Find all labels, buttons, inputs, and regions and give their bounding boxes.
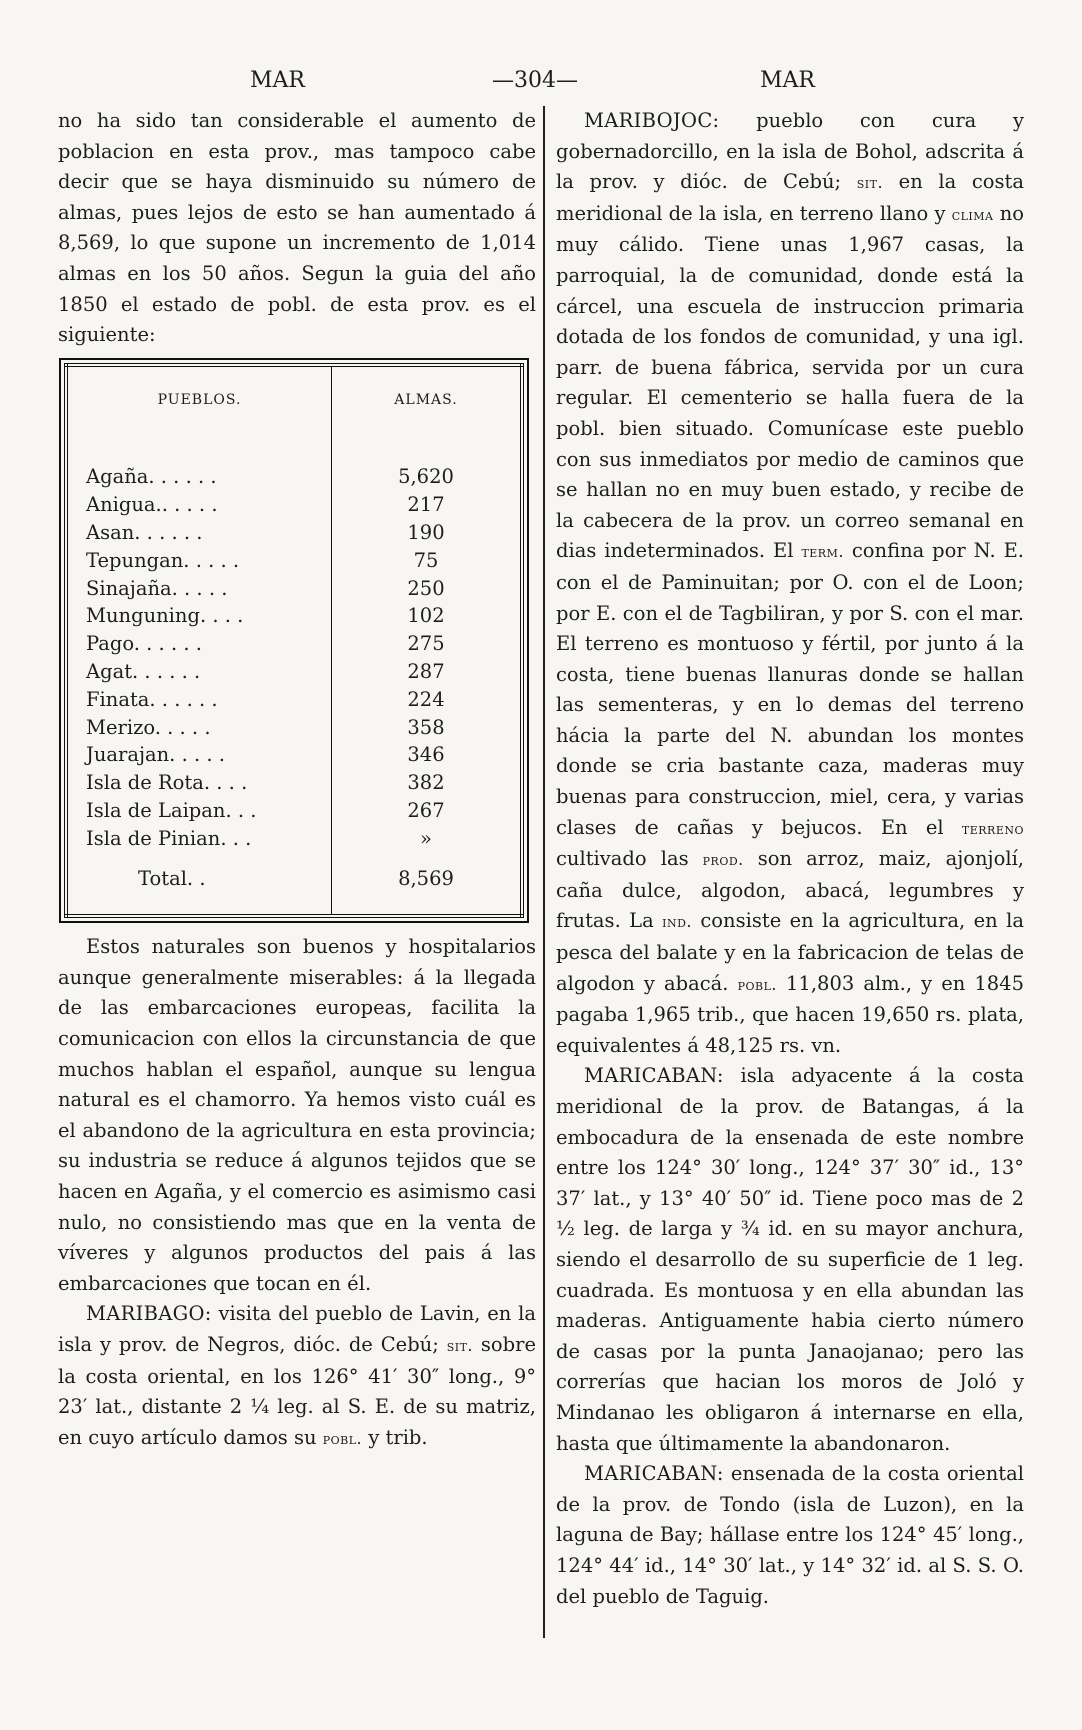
entry-text: no muy cálido. Tiene unas 1,967 casas, la parroquial, la de comunidad, donde está la cárcel, una escuela de instruccion primaria dotada de los fondos de comunidad, y una igl. parr. de buena fábrica, servida por un cura regular. El cementerio se halla fuera de la pobl. bien situado. Comunícase este pueblo con sus inmediatos por medio de caminos que se hallan no en muy buen estado, y recibe de la cabecera de la prov. un correo semanal en dias indeterminados. El [556, 201, 1024, 563]
pueblo-name: Anigua.. . . . . [66, 491, 332, 519]
entry-headword: MARICABAN: [584, 1064, 724, 1088]
almas-value: » [420, 826, 432, 850]
spacer-cell [66, 435, 332, 463]
col-header-pueblos: PUEBLOS. [66, 365, 332, 436]
almas-value: 275 [407, 632, 445, 656]
pueblo-name: Munguning. . . . [66, 602, 332, 630]
abbrev-pobl: pobl. [737, 974, 777, 994]
entry-text: pueblo con cura y gobernadorcillo, en la isla de Bohol, adscrita á la prov. y dióc. de Cebú; [556, 109, 1024, 194]
running-head-left: MAR [250, 68, 305, 93]
column-divider [543, 106, 545, 1638]
abbrev-pobl: pobl. [322, 1428, 363, 1448]
entry-text: confina por N. E. con el de Paminuitan; por O. con el de Loon; por E. con el de Tagbiliran, y por S. con el mar. El terreno es montuoso y fértil, por junto á la costa, tiene buenas llanuras donde se hallan las sementeras, y en lo demas del terreno hácia la parte del N. abundan los montes donde se cria bastante caza, maderas muy buenas para construccion, miel, cera, y varias clases de cañas y bejucos. En el [556, 539, 1024, 839]
table-row [66, 658, 522, 686]
table-row [66, 491, 522, 519]
col-header-almas: ALMAS. [394, 391, 458, 408]
table-row [66, 463, 522, 491]
pueblo-name: Isla de Pinian. . . [66, 825, 332, 853]
abbrev-term: term. [801, 542, 844, 562]
table-row [66, 630, 522, 658]
almas-value: 358 [407, 715, 445, 739]
table-row [66, 686, 522, 714]
abbrev-clima: clima [951, 204, 994, 224]
almas-value: 102 [407, 604, 445, 628]
right-column [556, 106, 1024, 1612]
almas-value: 75 [413, 548, 439, 572]
total-value: 8,569 [398, 866, 454, 890]
entry-headword: MARIBAGO: [86, 1302, 212, 1326]
table-row [66, 769, 522, 797]
almas-value: 217 [407, 493, 445, 517]
entry-maricaban-ensenada [556, 1459, 1024, 1612]
almas-value: 250 [407, 576, 445, 600]
entry-headword: MARICABAN: [584, 1462, 724, 1486]
paragraph-naturales: Estos naturales son buenos y hospitalarios aunque generalmente miserables: á la llegada de las embarcaciones europeas, facilita la comunicacion con ellos la circunstancia de que muchos hablan el español, aunque su lengua natural es el chamorro. Ya hemos visto cuál es el abandono de la agricultura en esta provincia; su industria se reduce á algunos tejidos que se hacen en Agaña, y el comercio es asimismo casi nulo, no consistiendo mas que en la venta de víveres y algunos productos del pais á las embarcaciones que tocan en él. [58, 935, 536, 1295]
pueblo-name: Juarajan. . . . . [66, 741, 332, 769]
entry-text: isla adyacente á la costa meridional de la prov. de Batangas, á la embocadura de la ensenada de este nombre entre los 124° 30′ long., 124° 37′ 30″ id., 13° 37′ lat., y 13° 40′ 50″ id. Tiene poco mas de 2 ½ leg. de larga y ¾ id. en su mayor anchura, siendo el desarrollo de su superficie de 1 leg. cuadrada. Es montuosa y en ella abundan las maderas. Antiguamente habia cierto número de casas por la punta Janaojanao; pero las correrías que hacian los moros de Joló y Mindanao les obligaron á internarse en ella, hasta que últimamente la abandonaron. [556, 1064, 1024, 1455]
entry-maribojoc [556, 106, 1024, 1061]
almas-value: 5,620 [398, 465, 454, 489]
entry-text: en la costa meridional de la isla, en terreno llano y [556, 170, 1024, 225]
pueblo-name: Merizo. . . . . [66, 714, 332, 742]
almas-value: 190 [407, 520, 445, 544]
pueblo-name: Finata. . . . . . [66, 686, 332, 714]
page-header [0, 68, 1082, 102]
table-row [66, 825, 522, 853]
population-table [64, 363, 524, 919]
entry-text: y trib. [362, 1425, 428, 1449]
entry-maricaban-isla [556, 1061, 1024, 1459]
total-label: Total. . [66, 853, 332, 917]
abbrev-sit: sit. [856, 173, 884, 193]
entry-text: son arroz, maiz, ajonjolí, caña dulce, algodon, abacá, legumbres y frutas. La [556, 847, 1025, 933]
abbrev-sit: sit. [446, 1336, 474, 1356]
entry-maribago [58, 1299, 536, 1454]
almas-value: 224 [407, 687, 445, 711]
abbrev-terreno: terreno [961, 818, 1024, 838]
pueblo-name: Isla de Laipan. . . [66, 797, 332, 825]
table-row [66, 741, 522, 769]
almas-value: 382 [407, 771, 445, 795]
table-spacer-row [66, 435, 522, 463]
spacer-cell [332, 435, 523, 463]
entry-text: consiste en la agricultura, en la pesca del balate y en la fabricacion de telas de algodon y abacá. [556, 909, 1024, 995]
intro-paragraph: no ha sido tan considerable el aumento de poblacion en esta prov., mas tampoco cabe decir que se haya disminuido su número de almas, pues lejos de esto se han aumentado á 8,569, lo que supone un incremento de 1,014 almas en los 50 años. Segun la guia del año 1850 el estado de pobl. de esta prov. es el siguiente: [58, 109, 536, 347]
running-head-right: MAR [760, 68, 815, 93]
table-total-row [66, 853, 522, 917]
abbrev-ind: ind. [662, 912, 692, 932]
almas-value: 287 [407, 659, 445, 683]
pueblo-name: Isla de Rota. . . . [66, 769, 332, 797]
entry-text: sobre la costa oriental, en los 126° 41′ 30″ long., 9° 23′ lat., distante 2 ¼ leg. al S. E. de su matriz, en cuyo artículo damos su [58, 1333, 536, 1449]
left-column [58, 106, 536, 1454]
entry-text: 11,803 alm., y en 1845 pagaba 1,965 trib., que hacen 19,650 rs. plata, equivalentes á 48,125 rs. vn. [556, 971, 1024, 1057]
almas-value: 346 [407, 743, 445, 767]
table-row [66, 714, 522, 742]
table-row [66, 519, 522, 547]
entry-text: cultivado las [556, 847, 703, 871]
almas-value: 267 [407, 798, 445, 822]
pueblo-name: Tepungan. . . . . [66, 547, 332, 575]
pueblo-name: Agaña. . . . . . [66, 463, 332, 491]
entry-text: visita del pueblo de Lavin, en la isla y prov. de Negros, dióc. de Cebú; [58, 1302, 536, 1357]
abbrev-prod: prod. [702, 850, 744, 870]
pueblo-name: Asan. . . . . . [66, 519, 332, 547]
table-row [66, 602, 522, 630]
page-number: —304— [492, 68, 578, 93]
entry-headword: MARIBOJOC: [584, 109, 720, 132]
pueblo-name: Agat. . . . . . [66, 658, 332, 686]
table-row [66, 797, 522, 825]
table-row [66, 547, 522, 575]
pueblo-name: Sinajaña. . . . . [66, 575, 332, 603]
pueblo-name: Pago. . . . . . [66, 630, 332, 658]
entry-text: ensenada de la costa oriental de la prov. de Tondo (isla de Luzon), en la laguna de Bay; hállase entre los 124° 45′ long., 124° 44′ id., 14° 30′ lat., y 14° 32′ id. al S. S. O. del pueblo de Taguig. [556, 1462, 1024, 1608]
table-header-row [66, 365, 522, 436]
table-row [66, 575, 522, 603]
